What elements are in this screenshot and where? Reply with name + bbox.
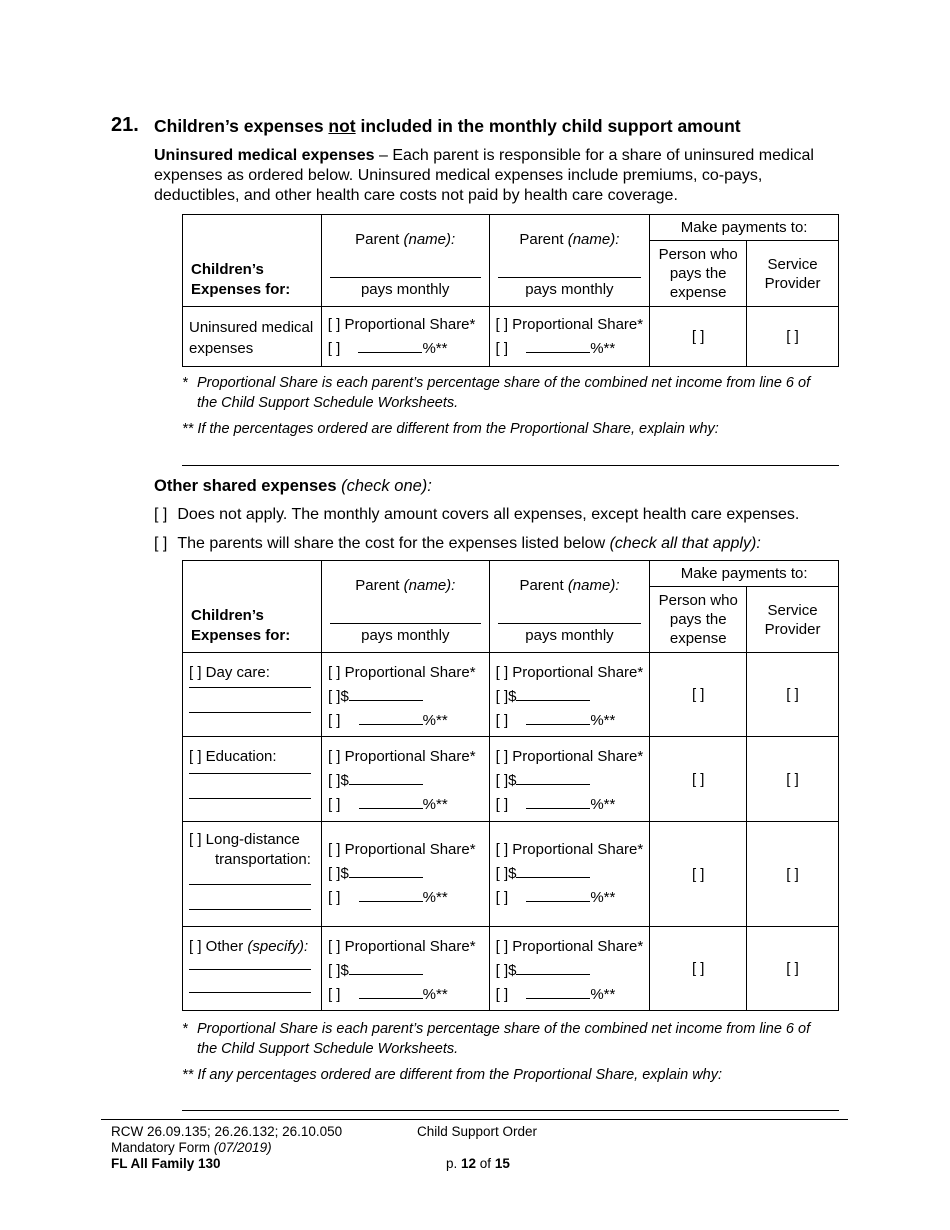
specify-line[interactable] xyxy=(189,884,311,885)
prop-share-checkbox[interactable]: [ ] Proportional Share* xyxy=(495,841,644,858)
other-expenses-heading: Other shared expenses (check one): xyxy=(154,477,432,495)
pct-checkbox[interactable]: [ ] xyxy=(327,796,341,813)
header-service-provider: Service Provider xyxy=(747,241,839,307)
section-number: 21. xyxy=(111,114,139,136)
row-long-distance-label: [ ] Long-distance transportation: xyxy=(183,822,322,927)
dollar-checkbox[interactable]: [ ]$ xyxy=(327,962,349,979)
education-checkbox[interactable]: [ ] Education: xyxy=(189,748,277,765)
dollar-checkbox[interactable]: [ ]$ xyxy=(327,865,349,882)
pct-field[interactable] xyxy=(526,998,590,999)
footnote-star-mark: * xyxy=(182,1021,188,1037)
prop-share-checkbox[interactable]: [ ] Proportional Share* xyxy=(495,748,644,765)
prop-share-checkbox[interactable]: [ ] Proportional Share* xyxy=(327,664,476,681)
dollar-checkbox[interactable]: [ ]$ xyxy=(495,865,517,882)
option-does-not-apply[interactable]: [ ] Does not apply. The monthly amount covers all expenses, except health care expenses. xyxy=(154,506,800,523)
person-pays-checkbox[interactable]: [ ] xyxy=(650,307,747,367)
specify-line[interactable] xyxy=(189,773,311,774)
person-pays-checkbox[interactable]: [ ] xyxy=(650,822,747,927)
pct-field[interactable] xyxy=(526,724,590,725)
pct-checkbox[interactable]: [ ] xyxy=(327,889,341,906)
medical-expenses-table xyxy=(182,214,839,367)
long-distance-checkbox[interactable]: [ ] Long-distance xyxy=(189,831,300,848)
header-person-who-pays: Person who pays the expense xyxy=(650,241,747,307)
header-make-payments: Make payments to: xyxy=(650,561,839,587)
checkbox[interactable]: [ ] xyxy=(154,535,168,552)
explain-why-line[interactable] xyxy=(182,465,839,466)
header-parent-2: Parent (name): pays monthly xyxy=(489,561,650,653)
pct-checkbox[interactable]: [ ] xyxy=(495,889,509,906)
section-title: Children’s expenses not included in the monthly child support amount xyxy=(154,116,741,136)
parent-2-day-care-cell: [ ] Proportional Share* [ ]$ [ ] %** xyxy=(489,653,650,737)
pct-field[interactable] xyxy=(359,808,423,809)
parent-1-long-distance-cell: [ ] Proportional Share* [ ]$ [ ] %** xyxy=(321,822,489,927)
pct-field[interactable] xyxy=(526,352,590,353)
pct-checkbox[interactable]: [ ] xyxy=(327,340,341,357)
prop-share-checkbox[interactable]: [ ] Proportional Share* xyxy=(327,938,476,955)
specify-line[interactable] xyxy=(189,909,311,910)
prop-share-checkbox[interactable]: [ ] Proportional Share* xyxy=(495,664,644,681)
header-parent-1: Parent (name): pays monthly xyxy=(321,561,489,653)
dollar-field[interactable] xyxy=(349,877,423,878)
footer-doc-title: Child Support Order xyxy=(417,1124,538,1139)
prop-share-checkbox[interactable]: [ ] Proportional Share* xyxy=(495,316,644,333)
dollar-field[interactable] xyxy=(349,784,423,785)
pct-field[interactable] xyxy=(526,901,590,902)
header-person-who-pays: Person who pays the expense xyxy=(650,587,747,653)
footnote-proportional-share: Proportional Share is each parent’s percentage share of the combined net income from line 6 of the Child Support Schedule Worksheets. xyxy=(197,1021,811,1057)
explain-why-line[interactable] xyxy=(182,1110,839,1111)
pct-checkbox[interactable]: [ ] xyxy=(495,986,509,1003)
footer-page-number: p. 12 of 15 xyxy=(446,1156,510,1171)
pct-checkbox[interactable]: [ ] xyxy=(495,340,509,357)
pct-checkbox[interactable]: [ ] xyxy=(495,796,509,813)
specify-line[interactable] xyxy=(189,712,311,713)
header-expenses-for: Children’s Expenses for: xyxy=(183,215,322,307)
dollar-checkbox[interactable]: [ ]$ xyxy=(495,688,517,705)
service-provider-checkbox[interactable]: [ ] xyxy=(747,822,839,927)
pct-field[interactable] xyxy=(359,998,423,999)
parent-1-medical-cell: [ ] Proportional Share* [ ] %** xyxy=(321,307,489,367)
footer-left: RCW 26.09.135; 26.26.132; 26.10.050 Mandatory Form (07/2019) FL All Family 130 xyxy=(111,1124,343,1171)
pct-field[interactable] xyxy=(358,352,422,353)
dollar-field[interactable] xyxy=(516,784,590,785)
footnote-explain-why: ** If any percentages ordered are different from the Proportional Share, explain why: xyxy=(182,1067,723,1083)
dollar-field[interactable] xyxy=(516,877,590,878)
parent-1-other-cell: [ ] Proportional Share* [ ]$ [ ] %** xyxy=(321,927,489,1011)
specify-line[interactable] xyxy=(189,687,311,688)
other-checkbox[interactable]: [ ] Other (specify): xyxy=(189,938,309,955)
specify-line[interactable] xyxy=(189,969,311,970)
dollar-field[interactable] xyxy=(516,974,590,975)
pct-checkbox[interactable]: [ ] xyxy=(495,712,509,729)
dollar-field[interactable] xyxy=(516,700,590,701)
parent-name-field[interactable] xyxy=(330,277,481,278)
specify-line[interactable] xyxy=(189,798,311,799)
row-uninsured-medical-label: Uninsured medical expenses xyxy=(183,307,322,367)
dollar-checkbox[interactable]: [ ]$ xyxy=(495,962,517,979)
parent-2-medical-cell: [ ] Proportional Share* [ ] %** xyxy=(489,307,650,367)
prop-share-checkbox[interactable]: [ ] Proportional Share* xyxy=(495,938,644,955)
parent-1-education-cell: [ ] Proportional Share* [ ]$ [ ] %** xyxy=(321,737,489,822)
header-service-provider: Service Provider xyxy=(747,587,839,653)
pct-checkbox[interactable]: [ ] xyxy=(327,712,341,729)
medical-paragraph: Uninsured medical expenses – Each parent is responsible for a share of uninsured medical expenses as ordered below. Uninsured medical expenses include premiums, co-pays, deductibles, and other health care costs not paid by health care coverage. xyxy=(154,147,814,204)
parent-name-field[interactable] xyxy=(498,623,642,624)
pct-checkbox[interactable]: [ ] xyxy=(327,986,341,1003)
specify-line[interactable] xyxy=(189,992,311,993)
day-care-checkbox[interactable]: [ ] Day care: xyxy=(189,664,270,681)
prop-share-checkbox[interactable]: [ ] Proportional Share* xyxy=(327,748,476,765)
header-parent-1: Parent (name): pays monthly xyxy=(321,215,489,307)
person-pays-checkbox[interactable]: [ ] xyxy=(650,653,747,737)
dollar-field[interactable] xyxy=(349,700,423,701)
parent-2-long-distance-cell: [ ] Proportional Share* [ ]$ [ ] %** xyxy=(489,822,650,927)
prop-share-checkbox[interactable]: [ ] Proportional Share* xyxy=(327,841,476,858)
footnote-proportional-share: Proportional Share is each parent’s percentage share of the combined net income from line 6 of the Child Support Schedule Worksheets. xyxy=(197,375,811,411)
prop-share-checkbox[interactable]: [ ] Proportional Share* xyxy=(327,316,476,333)
parent-2-other-cell: [ ] Proportional Share* [ ]$ [ ] %** xyxy=(489,927,650,1011)
service-provider-checkbox[interactable]: [ ] xyxy=(747,927,839,1011)
option-share-cost[interactable]: [ ] The parents will share the cost for the expenses listed below (check all that apply): xyxy=(154,535,761,552)
footer-divider xyxy=(101,1119,848,1120)
service-provider-checkbox[interactable]: [ ] xyxy=(747,737,839,822)
person-pays-checkbox[interactable]: [ ] xyxy=(650,737,747,822)
checkbox[interactable]: [ ] xyxy=(154,506,168,523)
footnote-star-mark: * xyxy=(182,375,188,391)
parent-1-day-care-cell: [ ] Proportional Share* [ ]$ [ ] %** xyxy=(321,653,489,737)
header-parent-2: Parent (name): pays monthly xyxy=(489,215,650,307)
other-expenses-table xyxy=(182,560,839,1011)
footnote-explain-why: ** If the percentages ordered are different from the Proportional Share, explain why: xyxy=(182,421,719,437)
dollar-checkbox[interactable]: [ ]$ xyxy=(327,772,349,789)
person-pays-checkbox[interactable]: [ ] xyxy=(650,927,747,1011)
parent-name-field[interactable] xyxy=(498,277,642,278)
service-provider-checkbox[interactable]: [ ] xyxy=(747,653,839,737)
row-education-label xyxy=(183,737,322,822)
service-provider-checkbox[interactable]: [ ] xyxy=(747,307,839,367)
dollar-checkbox[interactable]: [ ]$ xyxy=(327,688,349,705)
header-expenses-for: Children’s Expenses for: xyxy=(183,561,322,653)
parent-2-education-cell: [ ] Proportional Share* [ ]$ [ ] %** xyxy=(489,737,650,822)
dollar-checkbox[interactable]: [ ]$ xyxy=(495,772,517,789)
pct-field[interactable] xyxy=(359,901,423,902)
row-day-care-label xyxy=(183,653,322,737)
header-make-payments: Make payments to: xyxy=(650,215,839,241)
parent-name-field[interactable] xyxy=(330,623,481,624)
row-other-label xyxy=(183,927,322,1011)
pct-field[interactable] xyxy=(526,808,590,809)
pct-field[interactable] xyxy=(359,724,423,725)
dollar-field[interactable] xyxy=(349,974,423,975)
